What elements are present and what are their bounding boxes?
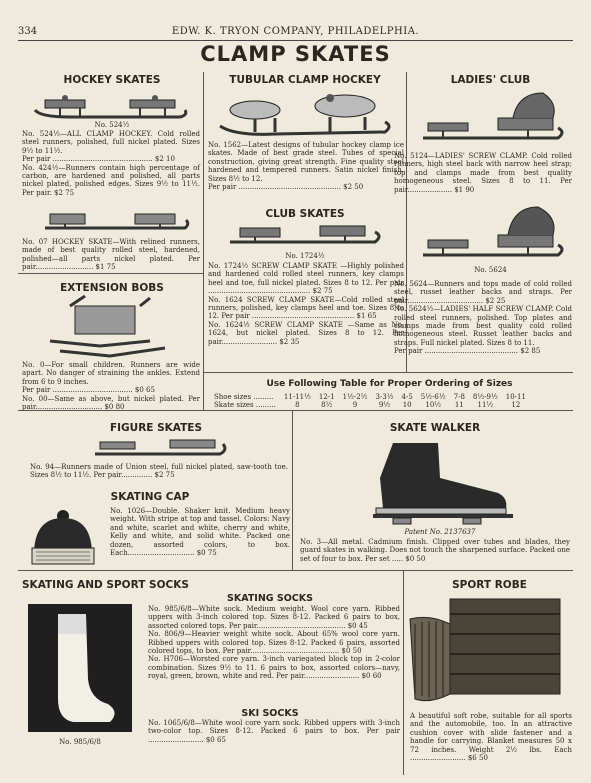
ladies-5624-caption: No. 5624 bbox=[474, 266, 507, 274]
figure-skates-heading: FIGURE SKATES bbox=[109, 422, 203, 434]
item-description: No. 1624½ SCREW CLAMP SKATE —Same as No. 1624, but nickel plated. Sizes 8 to 12. Per pair......................... $2 35 bbox=[208, 320, 404, 346]
tubular-item bbox=[208, 141, 404, 191]
table-cell: 7-8 bbox=[453, 393, 465, 401]
ladies-item-5124: No. 5124—LADIES' SCREW CLAMP. Cold rolled runners, high steel back with narrow heel strap; top and clamps made from best quality homogeneous steel. Sizes 8 to 11. Per pair.................... $1 90 bbox=[394, 152, 572, 194]
item-description: No. 0—For small children. Runners are wide apart. No danger of straining the ankles. Extend from 6 to 9 inches. bbox=[22, 361, 200, 386]
item-description: No. 524½—ALL CLAMP HOCKEY. Cold rolled steel runners, polished, full nickel plated. Sizes 9½ to 11½. bbox=[22, 130, 200, 155]
table-cell: 10½ bbox=[425, 401, 442, 409]
item-description: No. 5624—Runners and tops made of cold rolled steel, russet leather backs and straps. Per pair.................................. $2 25 bbox=[394, 280, 572, 305]
ladies-club-heading: LADIES' CLUB bbox=[450, 74, 531, 86]
item-description: No. 806/9—Heavier weight white sock. About 65% wool core yarn. Ribbed uppers with colored top. Sizes 8-12. Packed 6 pairs, assorted colored tops, to box. Per pair........................................ $0 50 bbox=[148, 630, 400, 656]
table-cell: 4-5 bbox=[401, 393, 413, 401]
item-description: No. 5624½—LADIES' HALF SCREW CLAMP. Cold rolled steel runners, polished. Top plates and clamps made from best quality cold rolled homogeneous steel. Russet leather backs and straps. Full nickel plated. Sizes 8 to 11. bbox=[394, 305, 572, 347]
item-description: No. 1562—Latest designs of tubular hockey clamp ice skates. Made of best grade steel. Tubes of special construction, giving great strength. Fine quality steel hardened and tempered runners. Satin nickel finish. Sizes 8½ to 12. bbox=[208, 141, 404, 183]
sock-image-frame bbox=[28, 604, 132, 732]
table-cell: 9 bbox=[352, 401, 358, 409]
item-description: No. 985/6/8—White sock. Medium weight. Wool core yarn. Ribbed uppers with 3-inch colored top. Sizes 8-12. Packed 6 pairs to box, assorted colored tops. Per pair........................................ $0 45 bbox=[148, 605, 400, 630]
hockey-skate-caption: No. 524½ bbox=[94, 121, 130, 129]
item-price: Per pair .............................................. $2 50 bbox=[208, 183, 364, 192]
section-divider bbox=[203, 372, 573, 373]
hockey-item-07: No. 07 HOCKEY SKATE—With relined runners, made of best quality rolled steel, hardened, polished—all parts nickel plated. Per pair.......................... $1 75 bbox=[22, 238, 200, 272]
socks-heading: SKATING AND SPORT SOCKS bbox=[22, 579, 189, 591]
ski-socks-item: No. 1065/6/8—White wool core yarn sock. Ribbed uppers with 3-inch two-color top. Sizes 8-12. Packed 6 pairs to box. Per pair ......................... $0 65 bbox=[148, 719, 400, 744]
hockey-skates-heading: HOCKEY SKATES bbox=[63, 74, 161, 86]
ladies-items bbox=[394, 280, 572, 356]
extension-bobs-heading: EXTENSION BOBS bbox=[60, 282, 164, 294]
page-title: CLAMP SKATES bbox=[200, 42, 391, 66]
table-cell: 8½ bbox=[321, 401, 333, 409]
table-cell: 9½ bbox=[378, 401, 391, 409]
size-table-heading: Use Following Table for Proper Ordering of Sizes bbox=[266, 379, 513, 389]
skating-socks-subheading: SKATING SOCKS bbox=[227, 593, 313, 604]
walker-patent: Patent No. 2137637 bbox=[404, 528, 476, 536]
skating-cap-heading: SKATING CAP bbox=[110, 491, 190, 503]
section-divider bbox=[18, 570, 573, 571]
size-table bbox=[210, 393, 530, 409]
shoe-size-row bbox=[210, 393, 530, 401]
figure-item: No. 94—Runners made of Union steel, full nickel plated, saw-tooth toe. Sizes 8½ to 11½. Per pair.............. $2 75 bbox=[30, 463, 288, 480]
column-divider bbox=[403, 570, 404, 775]
skate-size-row bbox=[210, 401, 530, 409]
sock-caption: No. 985/6/8 bbox=[59, 738, 101, 746]
sport-robe-image bbox=[410, 594, 570, 709]
table-cell: 12-1 bbox=[318, 393, 335, 401]
robe-item: A beautiful soft robe, suitable for all sports and the automobile, too. In an attractive cushion cover with slide fastener and a handle for carrying. Blanket measures 50 x 72 inches. Weight 2½ lbs. Each ......................... $6 50 bbox=[410, 712, 572, 763]
item-description: No. 424½—Runners contain high percentage of carbon, are hardened and polished, all parts nickel plated, polished edges. Sizes 9½ to 11½. Per pair. $2 75 bbox=[22, 163, 200, 197]
extension-bobs-image bbox=[40, 296, 180, 356]
ladies-skate-5124-image bbox=[418, 88, 568, 148]
table-cell: 11 bbox=[454, 401, 464, 409]
table-cell: 3-3½ bbox=[375, 393, 394, 401]
column-divider bbox=[292, 410, 293, 570]
tubular-skate-image bbox=[215, 88, 395, 138]
table-cell: 12 bbox=[511, 401, 521, 409]
socks-items bbox=[148, 605, 400, 681]
header-rule bbox=[18, 40, 573, 41]
item-description: No. 1624 SCREW CLAMP SKATE—Cold rolled steel runners, polished, key clamps heel and toe. Sizes 8 to 12. Per pair .............................................. $1 65 bbox=[208, 295, 404, 321]
table-cell: 8 bbox=[295, 401, 300, 409]
table-cell: 1½-2½ bbox=[342, 393, 368, 401]
item-description: No. 1724½ SCREW CLAMP SKATE —Highly polished and hardened cold rolled steel runners, key clamps heel and toe, full nickel plated. Sizes 8 to 12. Per pair .............................................. $2 75 bbox=[208, 262, 404, 296]
sport-robe-heading: SPORT ROBE bbox=[452, 579, 527, 591]
item-description: No. 00—Same as above, but nickel plated. Per pair.............................. $0 80 bbox=[22, 394, 200, 412]
item-price: Per pair .................................... $0 65 bbox=[22, 386, 155, 395]
sock-image bbox=[28, 604, 132, 732]
bobs-items bbox=[22, 361, 200, 411]
skate-walker-heading: SKATE WALKER bbox=[389, 422, 481, 434]
ski-socks-subheading: SKI SOCKS bbox=[241, 708, 299, 719]
skate-walker-image bbox=[368, 438, 518, 526]
walker-item: No. 3—All metal. Cadmium finish. Clipped over tubes and blades, they guard skates in walking. Does not touch the sharpened surface. Packed one set of four to box. Per set ..... $0 50 bbox=[300, 538, 570, 563]
section-divider bbox=[18, 273, 203, 274]
club-skates-heading: CLUB SKATES bbox=[265, 208, 345, 220]
skating-cap-image bbox=[28, 510, 98, 570]
table-cell: 10-11 bbox=[505, 393, 526, 401]
page-header bbox=[18, 26, 573, 40]
item-price: Per pair ............................................. $2 10 bbox=[22, 155, 175, 164]
tubular-heading: TUBULAR CLAMP HOCKEY bbox=[229, 74, 381, 86]
hockey-item-524 bbox=[22, 130, 200, 197]
cap-item: No. 1026—Double. Shaker knit. Medium heavy weight. With stripe at top and tassel. Colors: Navy and white, scarlet and white, cherry and white, Kelly and white, and solid white. Packed one dozen, assorted colors, to box. Each.............................. $0 75 bbox=[110, 507, 290, 558]
club-items bbox=[208, 262, 404, 346]
table-cell: 10 bbox=[402, 401, 412, 409]
ladies-skate-5624-image bbox=[418, 205, 568, 265]
figure-skate-image bbox=[90, 438, 230, 460]
table-cell: 11½ bbox=[477, 401, 494, 409]
table-cell: 8½-9½ bbox=[472, 393, 498, 401]
row-label: Shoe sizes ......... bbox=[214, 393, 274, 401]
company-name: EDW. K. TRYON COMPANY, PHILADELPHIA. bbox=[171, 26, 420, 37]
hockey-skate-07-image bbox=[40, 206, 190, 236]
table-cell: 11-11½ bbox=[283, 393, 311, 401]
page-number: 334 bbox=[18, 26, 38, 37]
item-price: Per pair .......................................... $2 85 bbox=[394, 347, 541, 356]
hockey-skate-image bbox=[30, 90, 190, 120]
row-label: Skate sizes ......... bbox=[214, 401, 276, 409]
column-divider bbox=[203, 72, 204, 410]
table-cell: 5½-6½ bbox=[420, 393, 446, 401]
club-skate-caption: No. 1724½ bbox=[285, 252, 325, 260]
club-skate-image bbox=[225, 222, 385, 250]
item-description: No. H706—Worsted core yarn. 3-inch variegated block top in 2-color combination. Sizes 9½ to 11. 6 pairs to box, assorted colors—navy, royal, green, brown, white and red. Per pair......................... $0 60 bbox=[148, 655, 400, 681]
